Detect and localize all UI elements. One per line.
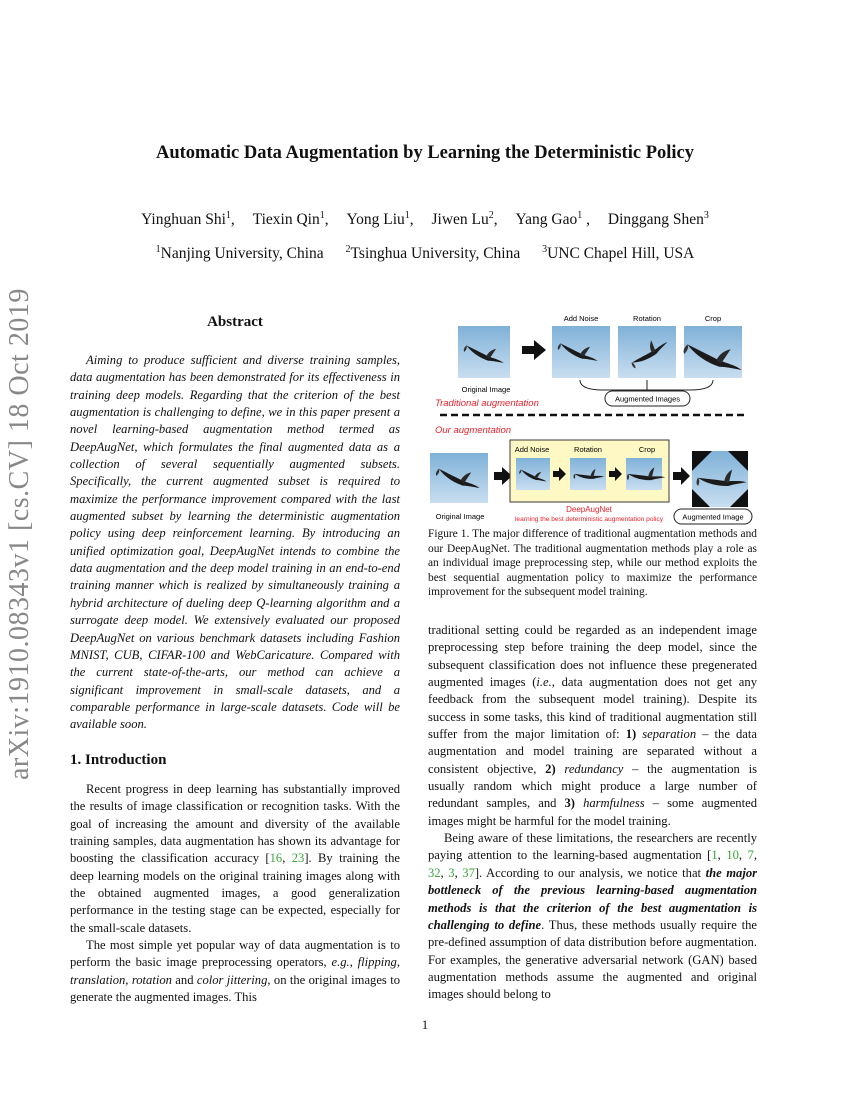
paragraph: Being aware of these limitations, the researchers are recently paying attention to the learning-based augmentation [1, 10, 7, 32, 3, 37]. According to our analysis, we notice that the major bottleneck of the previous learning-based augmentation methods is that the criterion of the best augmentation is challenging to define. Thus, these methods usually require the pre-defined assumption of data distribution before augmentation. For examples, the generative adversarial network (GAN) based augmentation methods assume the augmented and original images should belong to [428,831,758,1002]
page-number: 1 [421,1017,429,1032]
deepaugnet-description: learning the best deterministic augmentation policy [514,516,664,523]
arrow-icon [522,340,546,360]
op-label: Crop [704,314,722,323]
arxiv-identifier: arXiv:1910.08343v1 [cs.CV] 18 Oct 2019 [4,288,35,780]
citation-link[interactable]: 23 [291,851,305,866]
original-image-ours [430,453,488,503]
abstract-text: Aiming to produce sufficient and diverse training samples, data augmentation has been demonstrated for its effectiveness in training deep models. Regarding that the criterion of the best augmentation is challenging to define, we in this paper present a novel learning-based augmentation method termed as DeepAugNet, which formulates the final augmented data as a collection of several sequentially augmented subsets. Specifically, the current augmented subset is required to maximize the performance improvement compared with the last augmented subset by learning the deterministic augmentation policy using deep reinforcement learning. By introducing an unified optimization goal, DeepAugNet intends to combine the data augmentation and the deep model training in an end-to-end training manner which is realized by simultaneously training a hybrid architecture of dueling deep Q-learning algorithm and a surrogate deep model. We extensively evaluated our proposed DeepAugNet on various benchmark datasets including Fashion MNIST, CUB, CIFAR-100 and WebCaricature. Compared with the current state-of-the-arts, our method can achieve a significant improvement in small-scale datasets, and a comparable performance in large-scale datasets. Code will be available soon. [70,353,400,732]
op-label: Rotation [633,314,661,323]
augmented-rotation-trad [618,326,676,378]
citation-link[interactable]: 10 [726,848,739,863]
augmented-crop-trad [684,326,742,378]
figure-diagram [428,312,757,527]
augmented-images-label: Augmented Images [614,394,681,404]
citation-link[interactable]: 1 [711,848,718,863]
abstract-heading: Abstract [207,314,263,330]
augmented-noise-trad [552,326,610,378]
author: Jiwen Lu$^2$, [431,210,498,229]
author: Tiexin Qin$^1$, [252,210,329,229]
paragraph: The most simple yet popular way of data augmentation is to perform the basic image preprocessing operators, e.g., flipping, translation, rotation and color jittering, on the original images to generate the augmented images. This [70,938,401,1005]
affiliation: $^1$Nanjing University, China [155,244,324,263]
paragraph: Recent progress in deep learning has substantially improved the results of image classification or recognition tasks. With the goal of increasing the amount and diversity of the available training samples, data augmentation has shown its advantage for boosting the classification accuracy [16, 23]. By training the deep learning models on the original training images along with the obtained augmented images, a good generalization performance in the testing stage can be expected, especially for the small-scale datasets. [70,782,400,935]
paper-title: Automatic Data Augmentation by Learning the Deterministic Policy [156,143,694,163]
citation-link[interactable]: 3 [448,865,455,880]
citation-link[interactable]: 37 [462,865,475,880]
our-augmentation-label: Our augmentation [435,425,512,436]
introduction-body-continued [428,622,757,1004]
affiliation: $^2$Tsinghua University, China [345,244,521,263]
author-list [0,210,850,229]
step-noise-ours [516,458,550,490]
citation-link[interactable]: 7 [747,848,754,863]
op-label: Crop [638,445,656,454]
traditional-augmentation-label: Traditional augmentation [435,398,539,409]
step-rotation-ours [570,458,606,490]
introduction-body [70,781,400,1006]
figure-caption: Figure 1. The major difference of traditional augmentation methods and our DeepAugNet. The traditional augmentation methods play a role as an individual image preprocessing step, while our method exploits the best sequential augmentation policy to maximize the performance improvement for the subsequent model training. [428,528,757,598]
paragraph: traditional setting could be regarded as an independent image preprocessing step before training the deep model, since the subsequent classification does not influence these pregenerated augmented images (i.e., data augmentation does not get any feedback from the subsequent model training). Despite its success in some tasks, this kind of traditional augmentation still suffer from the major limitation of: 1) separation – the data augmentation and model training are separated without a consistent objective, 2) redundancy – the augmentation is usually random which might produce a large number of redundant samples, and 3) harmfulness – some augmented images might be harmful for the model training. [428,623,757,828]
step-crop-ours [626,458,666,490]
author: Dinggang Shen$^3$ [607,210,709,229]
final-augmented-image [692,451,748,507]
deepaugnet-name: DeepAugNet [566,505,612,514]
figure-1 [428,312,757,527]
author: Yinghuan Shi$^1$, [141,210,235,229]
citation-link[interactable]: 32 [428,865,441,880]
augmented-image-label: Augmented Image [682,512,744,522]
original-image-label: Original Image [461,385,511,394]
original-image-label: Original Image [435,512,485,521]
section-heading-introduction: 1. Introduction [70,752,167,768]
original-image-trad [458,326,510,378]
author: Yong Liu$^1$, [346,210,414,229]
citation-link[interactable]: 16 [269,851,283,866]
affiliation: $^3$UNC Chapel Hill, USA [542,244,695,263]
author: Yang Gao$^1$ , [515,210,591,229]
affiliation-list [0,244,850,263]
op-label: Add Noise [514,445,550,454]
op-label: Add Noise [563,314,599,323]
op-label: Rotation [574,445,602,454]
